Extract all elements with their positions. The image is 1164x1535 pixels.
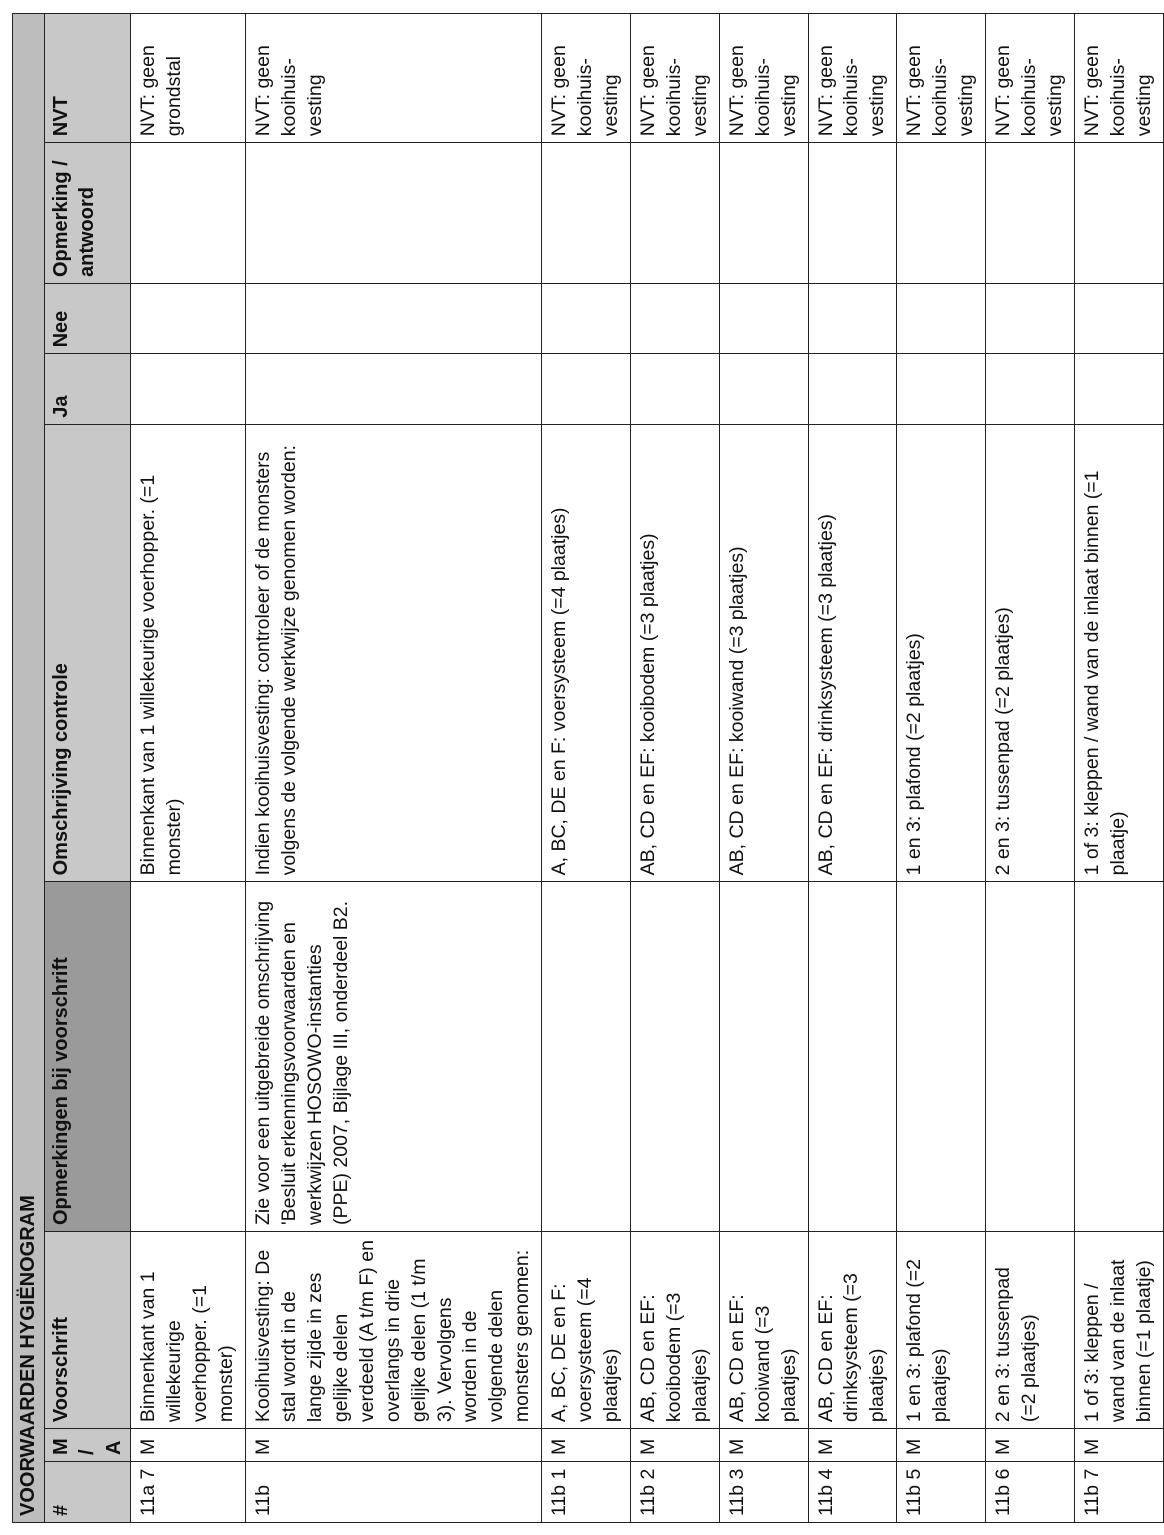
cell-omschrijving: 2 en 3: tussenpad (=2 plaatjes) <box>986 424 1075 882</box>
cell-num: 11a 7 <box>131 1462 246 1523</box>
col-header-num: # <box>44 1462 131 1523</box>
cell-ma: M <box>131 1429 246 1462</box>
cell-opmerkingen <box>542 882 631 1232</box>
cell-num: 11b 7 <box>1074 1462 1163 1523</box>
table-row <box>808 14 897 1523</box>
cell-opmerking[interactable] <box>131 143 246 284</box>
cell-num: 11b 4 <box>808 1462 897 1523</box>
cell-ma: M <box>897 1429 986 1462</box>
col-header-nvt: NVT <box>44 14 131 143</box>
cell-voorschrift: 1 en 3: plafond (=2 plaatjes) <box>897 1232 986 1429</box>
cell-ma: M <box>719 1429 808 1462</box>
cell-ja[interactable] <box>246 354 542 424</box>
cell-nvt: NVT: geen kooihuis-vesting <box>986 14 1075 143</box>
cell-opmerking[interactable] <box>986 143 1075 284</box>
cell-nvt: NVT: geen kooihuis-vesting <box>630 14 719 143</box>
cell-num: 11b <box>246 1462 542 1523</box>
cell-opmerkingen <box>719 882 808 1232</box>
cell-opmerkingen <box>986 882 1075 1232</box>
cell-opmerking[interactable] <box>719 143 808 284</box>
cell-num: 11b 6 <box>986 1462 1075 1523</box>
cell-nvt: NVT: geen kooihuis-vesting <box>542 14 631 143</box>
title-row <box>13 14 45 1523</box>
cell-nee[interactable] <box>986 284 1075 354</box>
cell-ma: M <box>542 1429 631 1462</box>
cell-opmerkingen <box>131 882 246 1232</box>
table-row <box>719 14 808 1523</box>
cell-nvt: NVT: geen kooihuis-vesting <box>719 14 808 143</box>
table-row <box>131 14 246 1523</box>
hygienogram-table <box>12 13 1164 1523</box>
cell-voorschrift: A, BC, DE en F: voersysteem (=4 plaatjes) <box>542 1232 631 1429</box>
cell-voorschrift: AB, CD en EF: kooibodem (=3 plaatjes) <box>630 1232 719 1429</box>
cell-opmerkingen <box>808 882 897 1232</box>
cell-ma: M <box>986 1429 1075 1462</box>
cell-opmerking[interactable] <box>897 143 986 284</box>
cell-nee[interactable] <box>897 284 986 354</box>
cell-nee[interactable] <box>542 284 631 354</box>
cell-ja[interactable] <box>1074 354 1163 424</box>
cell-nvt: NVT: geen kooihuis-vesting <box>897 14 986 143</box>
cell-opmerkingen: Zie voor een uitgebreide omschrijving 'Besluit erkenningsvoorwaarden en werkwijzen HOSOWO-instanties (PPE) 2007, Bijlage III, onderdeel B2. <box>246 882 542 1232</box>
cell-ma: M <box>1074 1429 1163 1462</box>
col-header-ma: M/A <box>44 1429 131 1462</box>
cell-opmerking[interactable] <box>542 143 631 284</box>
cell-voorschrift: AB, CD en EF: kooiwand (=3 plaatjes) <box>719 1232 808 1429</box>
cell-num: 11b 5 <box>897 1462 986 1523</box>
cell-voorschrift: 1 of 3: kleppen / wand van de inlaat binnen (=1 plaatje) <box>1074 1232 1163 1429</box>
cell-omschrijving: 1 en 3: plafond (=2 plaatjes) <box>897 424 986 882</box>
header-row <box>44 14 131 1523</box>
cell-omschrijving: AB, CD en EF: kooiwand (=3 plaatjes) <box>719 424 808 882</box>
table-row <box>986 14 1075 1523</box>
cell-opmerking[interactable] <box>1074 143 1163 284</box>
cell-nvt: NVT: geen grondstal <box>131 14 246 143</box>
cell-num: 11b 3 <box>719 1462 808 1523</box>
table-row <box>1074 14 1163 1523</box>
cell-voorschrift: 2 en 3: tussenpad (=2 plaatjes) <box>986 1232 1075 1429</box>
cell-opmerking[interactable] <box>246 143 542 284</box>
col-header-ja: Ja <box>44 354 131 424</box>
cell-nee[interactable] <box>131 284 246 354</box>
cell-voorschrift: Binnenkant van 1 willekeurige voerhopper. (=1 monster) <box>131 1232 246 1429</box>
cell-omschrijving: Indien kooihuisvesting: controleer of de monsters volgens de volgende werkwijze genomen worden: <box>246 424 542 882</box>
col-header-voorschrift: Voorschrift <box>44 1232 131 1429</box>
cell-num: 11b 1 <box>542 1462 631 1523</box>
cell-nee[interactable] <box>719 284 808 354</box>
cell-opmerkingen <box>1074 882 1163 1232</box>
cell-omschrijving: AB, CD en EF: kooibodem (=3 plaatjes) <box>630 424 719 882</box>
cell-omschrijving: Binnenkant van 1 willekeurige voerhopper. (=1 monster) <box>131 424 246 882</box>
cell-ma: M <box>246 1429 542 1462</box>
table-title: VOORWAARDEN HYGIËNOGRAM <box>13 14 45 1523</box>
cell-ja[interactable] <box>808 354 897 424</box>
table-row <box>542 14 631 1523</box>
cell-nee[interactable] <box>1074 284 1163 354</box>
cell-ja[interactable] <box>542 354 631 424</box>
cell-nee[interactable] <box>630 284 719 354</box>
col-header-omschrijving: Omschrijving controle <box>44 424 131 882</box>
table-row <box>246 14 542 1523</box>
cell-nee[interactable] <box>808 284 897 354</box>
cell-ma: M <box>808 1429 897 1462</box>
cell-ma: M <box>630 1429 719 1462</box>
cell-ja[interactable] <box>719 354 808 424</box>
cell-opmerkingen <box>897 882 986 1232</box>
cell-ja[interactable] <box>897 354 986 424</box>
cell-ja[interactable] <box>630 354 719 424</box>
col-header-opmerkingen: Opmerkingen bij voorschrift <box>44 882 131 1232</box>
cell-omschrijving: 1 of 3: kleppen / wand van de inlaat binnen (=1 plaatje) <box>1074 424 1163 882</box>
col-header-nee: Nee <box>44 284 131 354</box>
cell-nvt: NVT: geen kooihuis-vesting <box>246 14 542 143</box>
cell-ja[interactable] <box>986 354 1075 424</box>
cell-opmerking[interactable] <box>808 143 897 284</box>
cell-ja[interactable] <box>131 354 246 424</box>
cell-omschrijving: A, BC, DE en F: voersysteem (=4 plaatjes) <box>542 424 631 882</box>
cell-nee[interactable] <box>246 284 542 354</box>
cell-nvt: NVT: geen kooihuis-vesting <box>808 14 897 143</box>
cell-nvt: NVT: geen kooihuis-vesting <box>1074 14 1163 143</box>
col-header-opmerking: Opmerking / antwoord <box>44 143 131 284</box>
cell-voorschrift: Kooihuisvesting: De stal wordt in de lange zijde in zes gelijke delen verdeeld (A t/m F) en overlangs in drie gelijke delen (1 t/m 3). Vervolgens worden in de volgende delen monsters genomen: <box>246 1232 542 1429</box>
cell-num: 11b 2 <box>630 1462 719 1523</box>
cell-omschrijving: AB, CD en EF: drinksysteem (=3 plaatjes) <box>808 424 897 882</box>
table-row <box>630 14 719 1523</box>
cell-opmerking[interactable] <box>630 143 719 284</box>
cell-opmerkingen <box>630 882 719 1232</box>
table-row <box>897 14 986 1523</box>
cell-voorschrift: AB, CD en EF: drinksysteem (=3 plaatjes) <box>808 1232 897 1429</box>
